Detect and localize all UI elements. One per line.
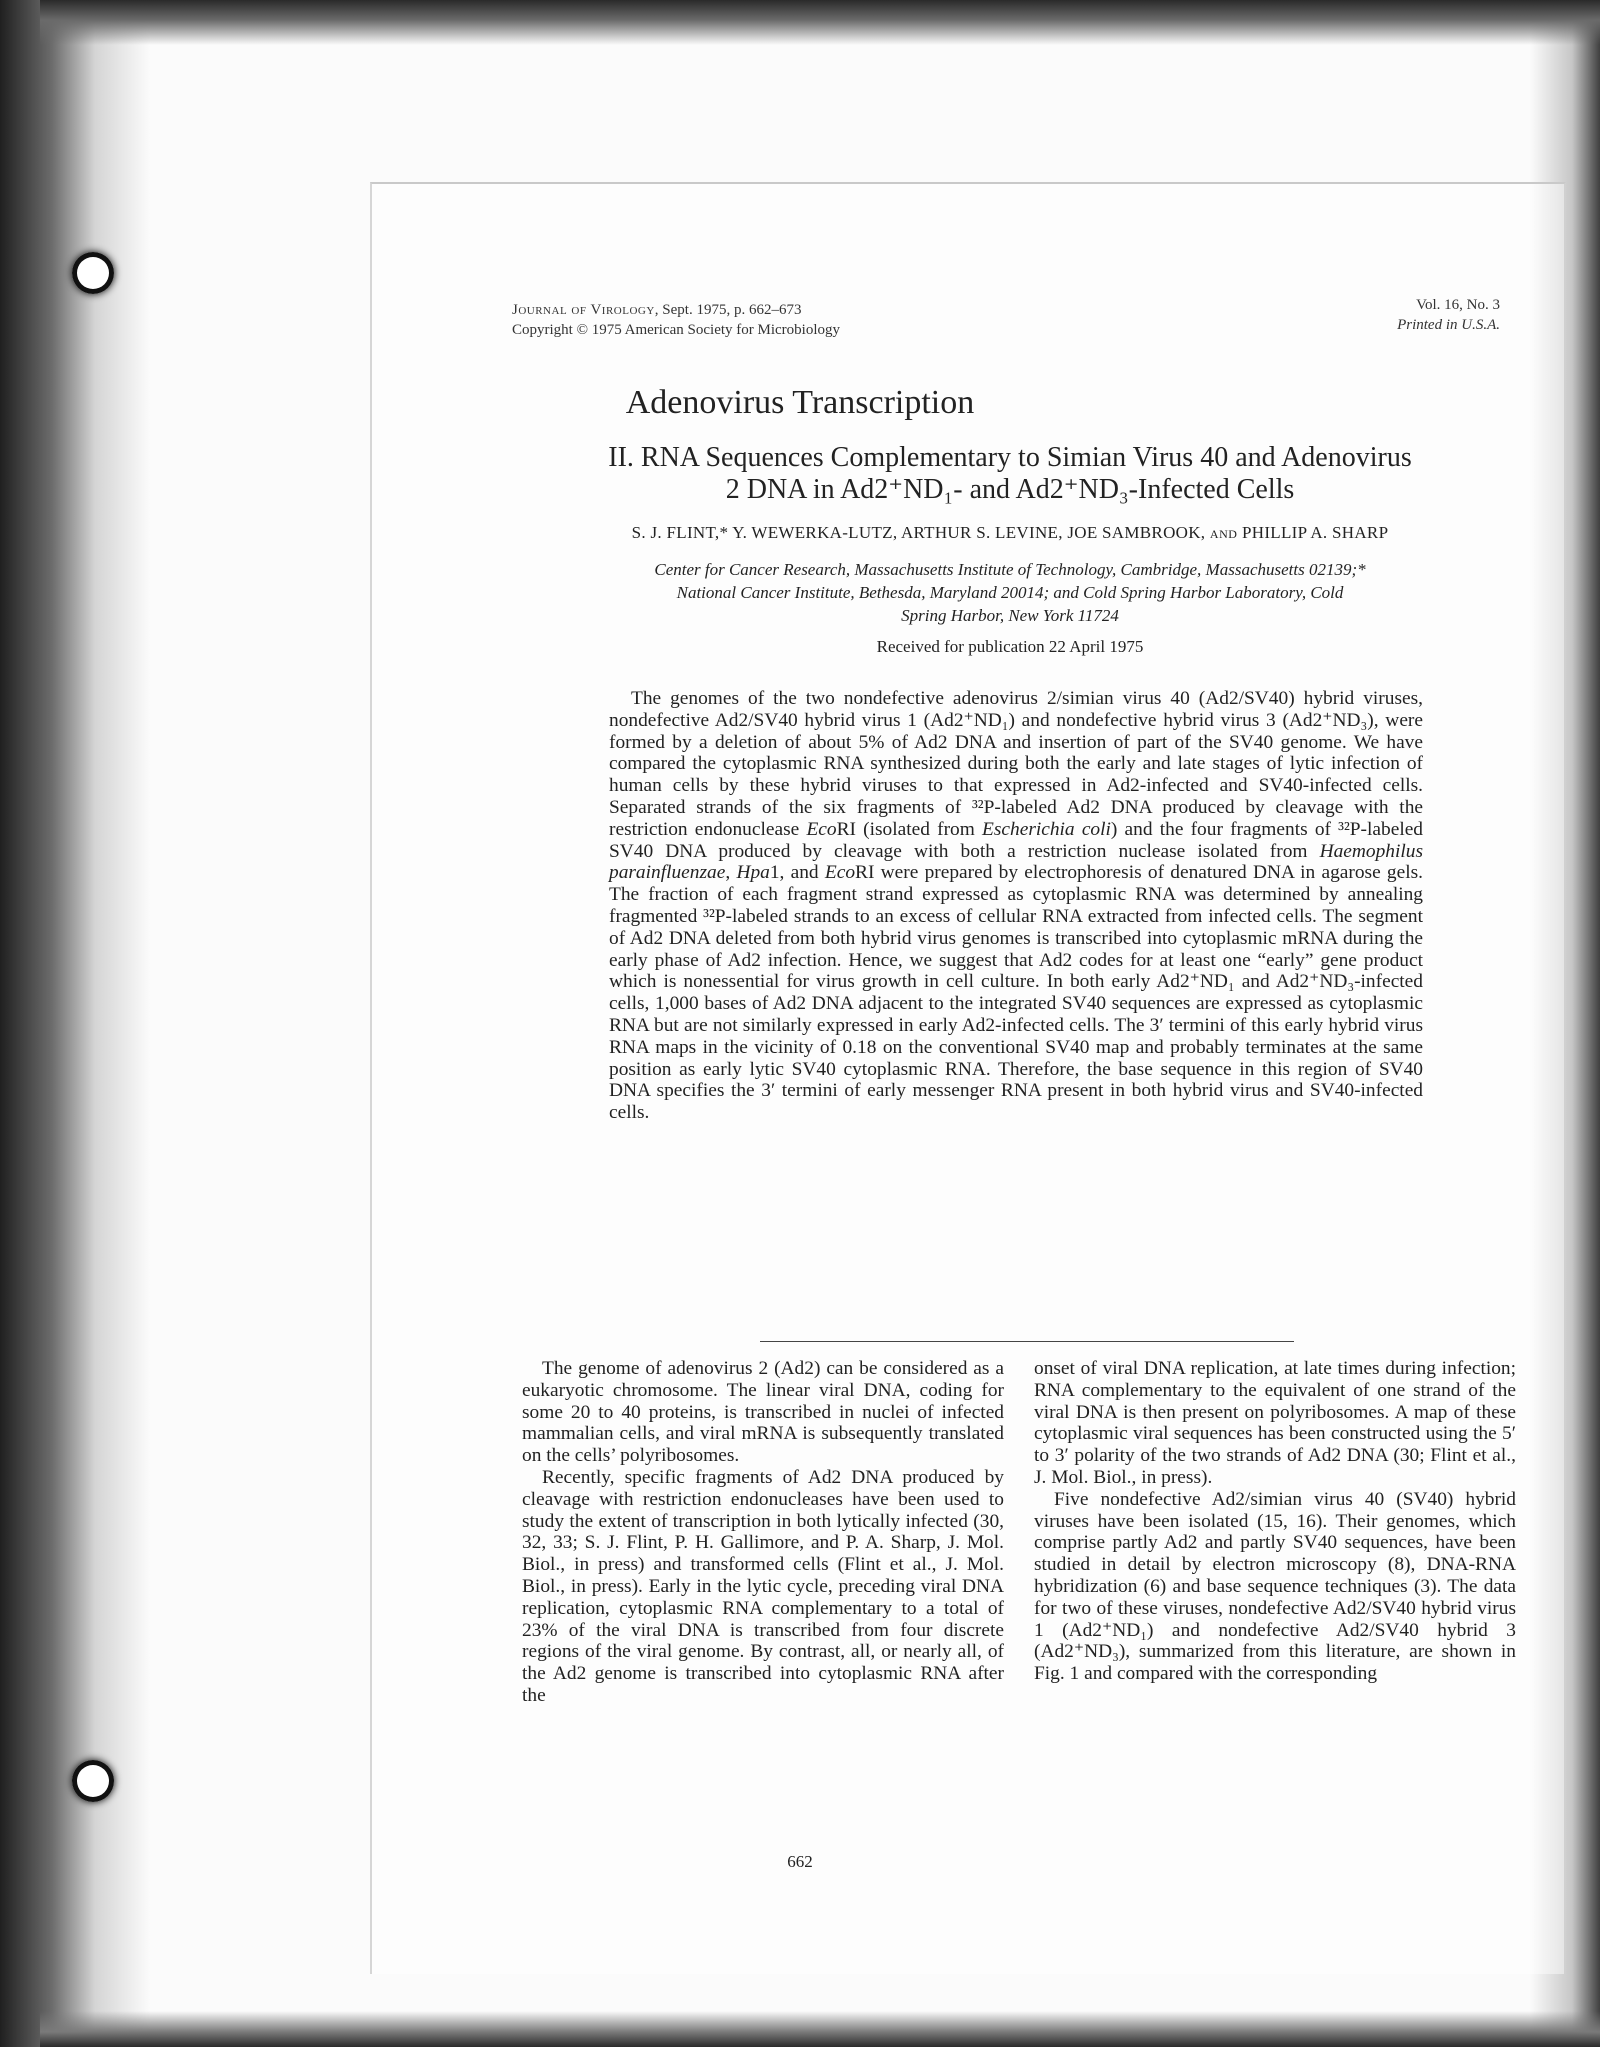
body-column-left — [522, 1358, 1004, 1707]
abstract-text: , — [725, 862, 737, 884]
journal-name: Journal of Virology — [512, 302, 655, 318]
abstract-text: 1, and — [769, 862, 825, 884]
received-date: Received for publication 22 April 1975 — [876, 637, 1144, 656]
page-number: 662 — [787, 1852, 813, 1871]
body-paragraph: onset of viral DNA replication, at late times during infection; RNA complementary to the equivalent of one strand of the viral DNA is then present on polyribosomes. A map of these cytoplasmic viral sequences has been constructed using the 5′ to 3′ polarity of the two strands of Ad2 DNA (30; Flint et al., J. Mol. Biol., in press). — [1034, 1358, 1516, 1488]
affiliations — [540, 558, 1480, 627]
abstract — [609, 688, 1423, 1124]
body-paragraph: Five nondefective Ad2/simian virus 40 (SV40) hybrid viruses have been isolated (15, 16). Their genomes, which comprise partly Ad2 and partly SV40 sequences, have been studied in detail by electron microscopy (8), DNA-RNA hybridization (6) and base sequence techniques (3). The data for two of these viruses, nondefective Ad2/SV40 hybrid virus 1 (Ad2⁺ND₁) and nondefective Ad2/SV40 hybrid 3 (Ad2⁺ND₃), summarized from this literature, are shown in Fig. 1 and compared with the corresponding — [1034, 1488, 1516, 1685]
volume-number: Vol. 16, No. 3 — [1416, 297, 1500, 313]
journal-header — [512, 300, 840, 340]
abstract-text: RI were prepared by electrophoresis of denatured DNA in agarose gels. The fraction of each fragment strand expressed as cytoplasmic RNA was determined by annealing fragmented ³²P-labeled strands to an excess of cellular RNA extracted from infected cells. The segment of Ad2 DNA deleted from both hybrid virus genomes is transcribed into cytoplasmic mRNA during the early phase of Ad2 infection. Hence, we suggest that Ad2 codes for at least one “early” gene product which is nonessential for virus growth in cell culture. In both early Ad2⁺ND₁ and Ad2⁺ND₃-infected cells, 1,000 bases of Ad2 DNA adjacent to the integrated SV40 sequences are expressed as cytoplasmic RNA but are not similarly expressed in early Ad2-infected cells. The 3′ termini of this early hybrid virus RNA maps in the vicinity of 0.18 on the conventional SV40 map and probably terminates at the same position as early lytic SV40 cytoplasmic RNA. Therefore, the base sequence in this region of SV40 DNA specifies the 3′ termini of early messenger RNA present in both hybrid virus and SV40-infected cells. — [609, 862, 1423, 1124]
subtitle-line-2: 2 DNA in Ad2⁺ND₁- and Ad2⁺ND₃-Infected Cells — [725, 474, 1295, 505]
body-paragraph: The genome of adenovirus 2 (Ad2) can be considered as a eukaryotic chromosome. The linear viral DNA, coding for some 20 to 40 proteins, is transcribed in nuclei of infected mammalian cells, and viral mRNA is subsequently translated on the cells’ polyribosomes. — [522, 1358, 1004, 1467]
abstract-italic: Hpa — [736, 862, 770, 884]
authors-main: S. J. FLINT,* Y. WEWERKA-LUTZ, ARTHUR S. LEVINE, JOE SAMBROOK, — [631, 523, 1206, 542]
abstract-text: RI (isolated from — [836, 818, 983, 840]
punch-hole-bottom — [72, 1760, 114, 1802]
subtitle-line-1: II. RNA Sequences Complementary to Simian Virus 40 and Adenovirus — [608, 442, 1412, 473]
abstract-text: ) and the four fragments of ³²P-labeled SV40 DNA produced by cleavage with both a restriction nuclease isolated from — [609, 818, 1424, 862]
abstract-text: The genomes of the two nondefective adenovirus 2/simian virus 40 (Ad2/SV40) hybrid viruses, nondefective Ad2/SV40 hybrid virus 1 (Ad2⁺ND₁) and nondefective hybrid virus 3 (Ad2⁺ND₃), were formed by a deletion of about 5% of Ad2 DNA and insertion of part of the SV40 genome. We have compared the cytoplasmic RNA synthesized during both the early and late stages of lytic infection of human cells by these hybrid viruses to that expressed in Ad2-infected and SV40-infected cells. Separated strands of the six fragments of ³²P-labeled Ad2 DNA produced by cleavage with the restriction endonuclease — [609, 688, 1423, 840]
punch-hole-top — [72, 252, 114, 294]
abstract-italic: Escherichia coli — [982, 818, 1111, 840]
volume-header — [1397, 295, 1500, 335]
body-paragraph: Recently, specific fragments of Ad2 DNA produced by cleavage with restriction endonucleases have been used to study the extent of transcription in both lytically infected (30, 32, 33; S. J. Flint, P. H. Gallimore, and P. A. Sharp, J. Mol. Biol., in press) and transformed cells (Flint et al., J. Mol. Biol., in press). Early in the lytic cycle, preceding viral DNA replication, cytoplasmic RNA complementary to a total of 23% of the viral DNA is transcribed from four discrete regions of the viral genome. By contrast, all, or nearly all, of the Ad2 genome is transcribed into cytoplasmic RNA after the — [522, 1466, 1004, 1706]
authors-last: PHILLIP A. SHARP — [1241, 523, 1389, 542]
scan-top-shadow — [40, 0, 1600, 45]
journal-issue: , Sept. 1975, p. 662–673 — [654, 302, 802, 318]
affiliation-line-2: National Cancer Institute, Bethesda, Maryland 20014; and Cold Spring Harbor Laboratory, Cold — [676, 583, 1344, 602]
printed-in: Printed in U.S.A. — [1397, 317, 1500, 333]
abstract-italic: Eco — [806, 818, 837, 840]
authors-and: and — [1209, 523, 1238, 542]
body-column-right — [1034, 1358, 1516, 1685]
affiliation-line-1: Center for Cancer Research, Massachusetts Institute of Technology, Cambridge, Massachusetts 02139;* — [654, 560, 1366, 579]
scan-bottom-shadow — [40, 2011, 1600, 2047]
article-title: Adenovirus Transcription — [625, 384, 975, 421]
article-subtitle — [500, 442, 1520, 506]
copyright-line: Copyright © 1975 American Society for Microbiology — [512, 322, 841, 338]
abstract-divider — [760, 1341, 1294, 1342]
author-list — [500, 523, 1520, 543]
abstract-italic: Eco — [824, 862, 856, 884]
abstract-italic: Haemophilus parainfluenzae — [609, 840, 1423, 884]
affiliation-line-3: Spring Harbor, New York 11724 — [901, 606, 1119, 625]
